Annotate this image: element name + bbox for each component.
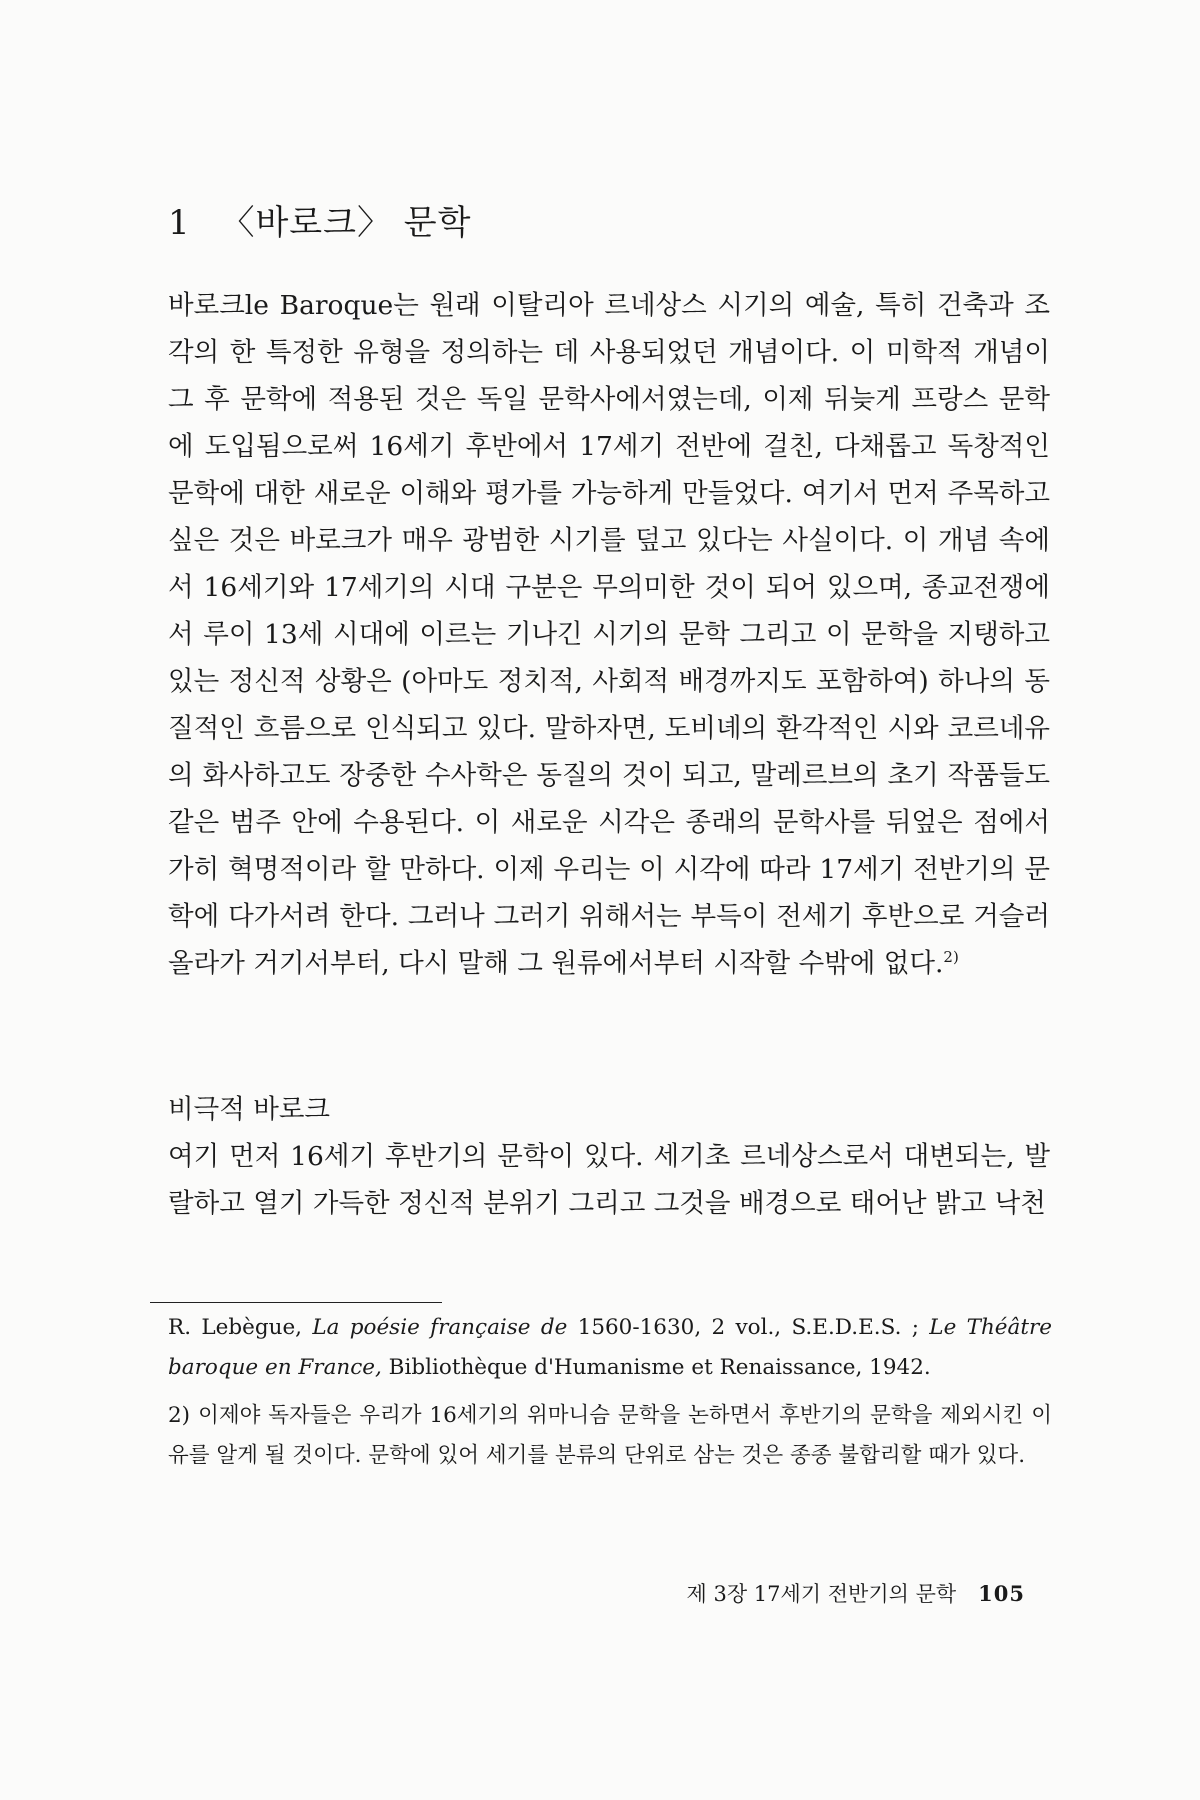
footnote-1-title-2: Le Théâtre baroque en France, (168, 1315, 1052, 1380)
footnote-1-title-1: La poésie française de (312, 1315, 568, 1340)
footnote-1-rest-2: Bibliothèque d'Humanisme et Renaissance, 1942. (381, 1355, 931, 1380)
footnote-1-author: R. Lebègue, (168, 1315, 313, 1340)
footnote-1-rest-1: 1560-1630, 2 vol., S.E.D.E.S. ; (567, 1315, 930, 1340)
chapter-title: 제 3장 17세기 전반기의 문학 (686, 1582, 957, 1606)
section-number: 1 (168, 203, 191, 243)
running-footer (687, 1578, 1026, 1608)
page-number: 105 (978, 1581, 1025, 1606)
footnote-1 (168, 1308, 1052, 1388)
body-paragraph-2: 여기 먼저 16세기 후반기의 문학이 있다. 세기초 르네상스로서 대변되는, 발랄하고 열기 가득한 정신적 분위기 그리고 그것을 배경으로 태어난 밝고 낙천 (168, 1141, 1050, 1219)
paragraph-1-text: 바로크le Baroque는 원래 이탈리아 르네상스 시기의 예술, 특히 건축과 조각의 한 특정한 유형을 정의하는 데 사용되었던 개념이다. 이 미학적 개념이 그 후 문학에 적용된 것은 독일 문학사에서였는데, 이제 뒤늦게 프랑스 문학에 도입됨으로써 16세기 후반에서 17세기 전반에 걸친, 다채롭고 독창적인 문학에 대한 새로운 이해와 평가를 가능하게 만들었다. 여기서 먼저 주목하고 싶은 것은 바로크가 매우 광범한 시기를 덮고 있다는 사실이다. 이 개념 속에서 16세기와 17세기의 시대 구분은 무의미한 것이 되어 있으며, 종교전쟁에서 루이 13세 시대에 이르는 기나긴 시기의 문학 그리고 이 문학을 지탱하고 있는 정신적 상황은 (아마도 정치적, 사회적 배경까지도 포함하여) 하나의 동질적인 흐름으로 인식되고 있다. 말하자면, 도비녜의 환각적인 시와 코르네유의 화사하고도 장중한 수사학은 동질의 것이 되고, 말레르브의 초기 작품들도 같은 범주 안에 수용된다. 이 새로운 시각은 종래의 문학사를 뒤엎은 점에서 가히 혁명적이라 할 만하다. 이제 우리는 이 시각에 따라 17세기 전반기의 문학에 다가서려 한다. 그러나 그러기 위해서는 부득이 전세기 후반으로 거슬러 올라가 거기서부터, 다시 말해 그 원류에서부터 시작할 수밖에 없다. (168, 290, 1050, 979)
section-heading (168, 195, 471, 244)
body-paragraph-1 (168, 282, 1050, 987)
subheading: 비극적 바로크 (168, 1094, 331, 1125)
footnote-2-text: 이제야 독자들은 우리가 16세기의 위마니슴 문학을 논하면서 후반기의 문학을 제외시킨 이유를 알게 될 것이다. 문학에 있어 세기를 분류의 단위로 삼는 것은 종종 불합리할 때가 있다. (168, 1403, 1052, 1468)
section-title: 〈바로크〉 문학 (220, 203, 472, 243)
footnote-divider (150, 1302, 442, 1303)
footnote-2 (168, 1396, 1052, 1476)
footnote-mark-2: 2) (943, 948, 959, 967)
footnote-2-label: 2) (168, 1403, 191, 1428)
